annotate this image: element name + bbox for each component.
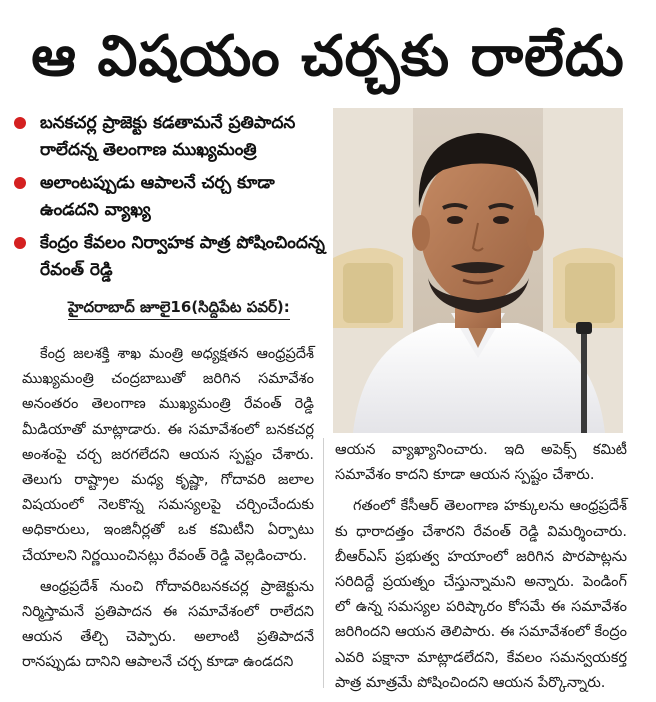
bullet-dot-icon [14, 117, 26, 129]
bullet-item [14, 230, 326, 284]
bullet-text: అలాంటప్పుడు ఆపాలనే చర్చ కూడా ఉండదని వ్యాఖ్య [40, 173, 275, 220]
dateline: హైదరాబాద్ జూలై16(సిద్దిపేట పవర్): [68, 296, 290, 320]
column-divider [323, 438, 324, 688]
article-paragraph: గతంలో కేసీఆర్ తెలంగాణ హక్కులను ఆంధ్రప్రదేశ్ కు ధారాదత్తం చేశారని రేవంత్ రెడ్డి విమర్శించారు. బీఆర్ఎస్ ప్రభుత్వ హయాంలో జరిగిన పొరపాట్లను సరిదిద్దే ప్రయత్నం చేస్తున్నామని అన్నారు. పెండింగ్ లో ఉన్న సమస్యల పరిష్కారం కోసమే ఈ సమావేశం జరిగిందని ఆయన తెలిపారు. ఈ సమావేశంలో కేంద్రం ఎవరి పక్షానా మాట్లాడలేదని, కేవలం సమన్వయకర్త పాత్ర మాత్రమే పోషించిందని ఆయన పేర్కొన్నారు. [335, 498, 627, 691]
bullet-dot-icon [14, 177, 26, 189]
bullet-text: కేంద్రం కేవలం నిర్వాహక పాత్ర పోషించిందన్న రేవంత్ రెడ్డి [40, 233, 325, 280]
portrait-photo-illustration [333, 108, 623, 433]
bullet-list [14, 110, 326, 290]
article-paragraph: ఆంధ్రప్రదేశ్ నుంచి గోదావరిబనకచర్ల ప్రాజెక్టును నిర్మిస్తామనే ప్రతిపాదన ఈ సమావేశంలో రాలేదని ఆయన తేల్చి చెప్పారు. అలాంటి ప్రతిపాదనే రానప్పుడు దానిని ఆపాలనే చర్చ కూడా ఉండదని [22, 578, 314, 671]
bullet-dot-icon [14, 237, 26, 249]
article-paragraph: ఆయన వ్యాఖ్యానించారు. ఇది అపెక్స్ కమిటీ సమావేశం కాదని కూడా ఆయన స్పష్టం చేశారు. [335, 442, 627, 484]
bullet-item [14, 170, 326, 224]
bullet-text: బనకచర్ల ప్రాజెక్టు కడతామనే ప్రతిపాదన రాలేదన్న తెలంగాణ ముఖ్యమంత్రి [40, 113, 296, 160]
headline: ఆ విషయం చర్చకు రాలేదు [31, 24, 625, 89]
bullet-item [14, 110, 326, 164]
portrait-photo [333, 108, 623, 433]
article-column-right [335, 438, 627, 702]
article-paragraph: కేంద్ర జలశక్తి శాఖ మంత్రి అధ్యక్షతన ఆంధ్రప్రదేశ్ ముఖ్యమంత్రి చంద్రబాబుతో జరిగిన సమావేశం అనంతరం తెలంగాణ ముఖ్యమంత్రి రేవంత్ రెడ్డి మీడియాతో మాట్లాడారు. ఈ సమావేశంలో బనకచర్ల అంశంపై చర్చ జరగలేదని ఆయన స్పష్టం చేశారు. తెలుగు రాష్ట్రాల మధ్య కృష్ణా, గోదావరి జలాల విషయంలో నెలకొన్న సమస్యలపై చర్చించేందుకు అధికారులు, ఇంజినీర్లతో ఒక కమిటీని ఏర్పాటు చేయాలని నిర్ణయించినట్లు రేవంత్ రెడ్డి వెల్లడించారు. [22, 346, 314, 564]
article-column-left [22, 342, 314, 682]
